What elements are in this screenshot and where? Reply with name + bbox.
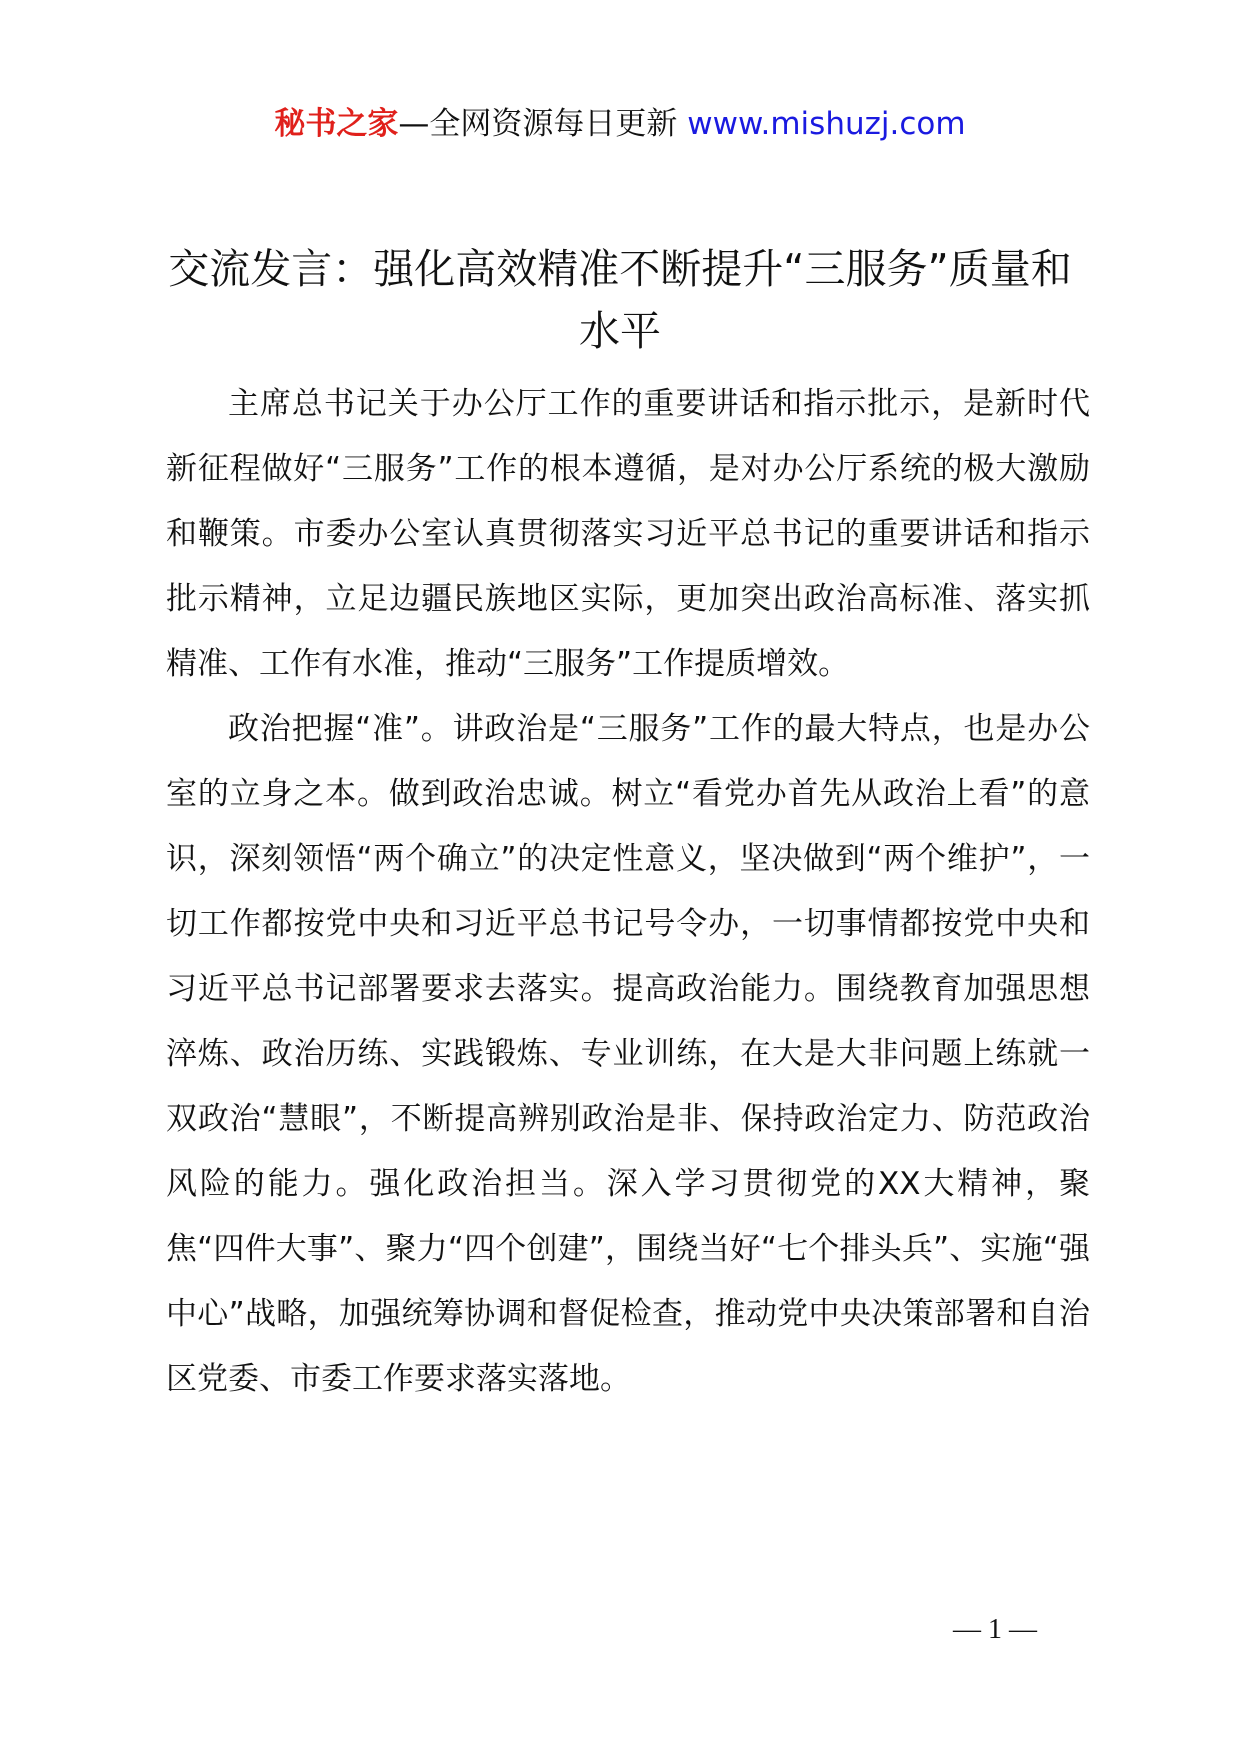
page-number: — 1 — [953,1614,1037,1645]
site-url[interactable]: www.mishuzj.com [687,106,966,142]
paragraph: 政治把握“准”。讲政治是“三服务”工作的最大特点，也是办公室的立身之本。做到政治忠诚。树立“看党办首先从政治上看”的意识，深刻领悟“两个确立”的决定性意义，坚决做到“两个维护”，一切工作都按党中央和习近平总书记号令办，一切事情都按党中央和习近平总书记部署要求去落实。提高政治能力。围绕教育加强思想淬炼、政治历练、实践锻炼、专业训练，在大是大非问题上练就一双政治“慧眼”，不断提高辨别政治是非、保持政治定力、防范政治风险的能力。强化政治担当。深入学习贯彻党的XX大精神，聚焦“四件大事”、聚力“四个创建”，围绕当好“七个排头兵”、实施“强中心”战略，加强统筹协调和督促检查，推动党中央决策部署和自治区党委、市委工作要求落实落地。 [166,711,1090,1397]
site-banner [0,102,1240,146]
document-body [166,372,1090,1412]
site-brand: 秘书之家 [274,106,399,142]
paragraph: 主席总书记关于办公厅工作的重要讲话和指示批示，是新时代新征程做好“三服务”工作的根本遵循，是对办公厅系统的极大激励和鞭策。市委办公室认真贯彻落实习近平总书记的重要讲话和指示批示精神，立足边疆民族地区实际，更加突出政治高标准、落实抓精准、工作有水准，推动“三服务”工作提质增效。 [166,386,1090,682]
document-title: 交流发言：强化高效精准不断提升“三服务”质量和水平 [168,245,1072,355]
site-tagline: —全网资源每日更新 [398,106,678,142]
